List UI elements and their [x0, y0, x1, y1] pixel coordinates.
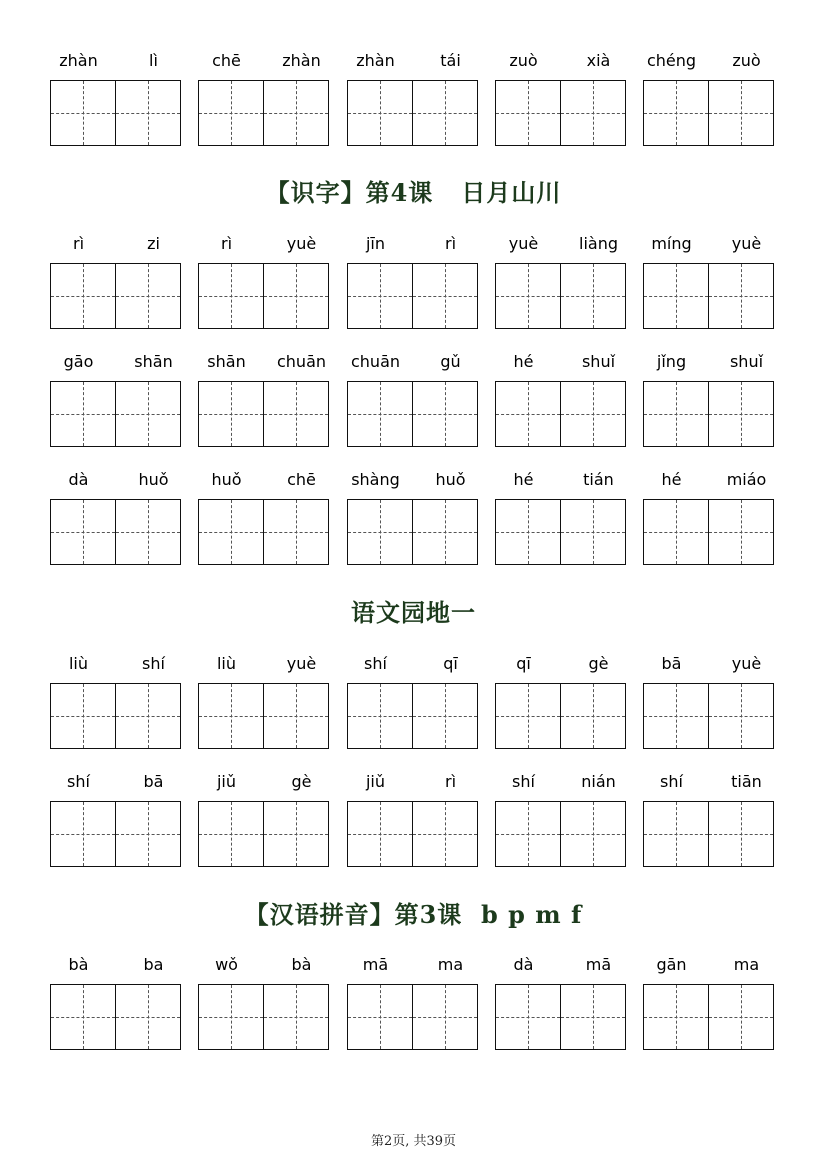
- pinyin-text: shí: [512, 772, 535, 791]
- writing-grid[interactable]: [643, 801, 774, 867]
- writing-grid[interactable]: [347, 381, 478, 447]
- pinyin-text: ma: [733, 955, 760, 974]
- pinyin-text: mā: [585, 955, 612, 974]
- word-box: [643, 233, 777, 333]
- pinyin-text: yuè: [508, 234, 539, 253]
- pinyin-text: zhàn: [356, 51, 395, 70]
- pinyin-text: hé: [661, 470, 682, 489]
- writing-grid[interactable]: [643, 263, 774, 329]
- word-box: [347, 351, 481, 451]
- pinyin-row-6: [0, 771, 827, 881]
- writing-grid[interactable]: [347, 984, 478, 1050]
- word-box: [495, 771, 629, 871]
- pinyin-text: ba: [143, 955, 164, 974]
- writing-grid[interactable]: [495, 381, 626, 447]
- section-title-garden1: 语文园地一: [351, 598, 476, 627]
- writing-grid[interactable]: [347, 801, 478, 867]
- word-box: [495, 469, 629, 569]
- pinyin-row-5: [0, 653, 827, 763]
- writing-grid[interactable]: [347, 683, 478, 749]
- pinyin-text: wǒ: [215, 955, 238, 974]
- pinyin-text: yuè: [286, 234, 317, 253]
- word-box: [50, 954, 184, 1054]
- pinyin-text: nián: [581, 772, 616, 791]
- word-box: [198, 954, 332, 1054]
- writing-grid[interactable]: [643, 984, 774, 1050]
- pinyin-text: qī: [516, 654, 531, 673]
- pinyin-text: tián: [583, 470, 614, 489]
- word-box: [347, 771, 481, 871]
- word-box: [198, 653, 332, 753]
- word-box: [643, 469, 777, 569]
- writing-grid[interactable]: [198, 801, 329, 867]
- writing-grid[interactable]: [495, 263, 626, 329]
- pinyin-text: huǒ: [211, 470, 242, 489]
- pinyin-text: liù: [216, 654, 237, 673]
- pinyin-text: shān: [207, 352, 246, 371]
- writing-grid[interactable]: [50, 263, 181, 329]
- pinyin-text: tiān: [731, 772, 762, 791]
- pinyin-text: liàng: [579, 234, 618, 253]
- writing-grid[interactable]: [643, 683, 774, 749]
- writing-grid[interactable]: [643, 381, 774, 447]
- writing-grid[interactable]: [198, 263, 329, 329]
- pinyin-text: shān: [134, 352, 173, 371]
- pinyin-text: yuè: [731, 654, 762, 673]
- pinyin-text: qī: [443, 654, 458, 673]
- word-box: [495, 653, 629, 753]
- pinyin-text: xià: [586, 51, 611, 70]
- writing-grid[interactable]: [495, 801, 626, 867]
- pinyin-text: dà: [68, 470, 89, 489]
- word-box: [643, 771, 777, 871]
- word-box: [643, 653, 777, 753]
- writing-grid[interactable]: [347, 263, 478, 329]
- pinyin-text: zuò: [509, 51, 538, 70]
- writing-grid[interactable]: [495, 80, 626, 146]
- word-box: [643, 351, 777, 451]
- pinyin-text: shí: [364, 654, 387, 673]
- word-box: [347, 50, 481, 150]
- pinyin-text: bà: [68, 955, 89, 974]
- pinyin-text: yuè: [286, 654, 317, 673]
- writing-grid[interactable]: [495, 499, 626, 565]
- pinyin-text: chuān: [276, 352, 327, 371]
- word-box: [495, 954, 629, 1054]
- word-box: [50, 771, 184, 871]
- pinyin-text: tái: [440, 51, 461, 70]
- pinyin-text: hé: [513, 470, 534, 489]
- word-box: [347, 653, 481, 753]
- pinyin-text: gǔ: [440, 352, 461, 371]
- pinyin-text: huǒ: [138, 470, 169, 489]
- page-footer: 第2页, 共39页: [370, 1134, 457, 1149]
- word-box: [198, 233, 332, 333]
- pinyin-row-3: [0, 351, 827, 461]
- word-box: [643, 954, 777, 1054]
- writing-grid[interactable]: [198, 683, 329, 749]
- word-box: [347, 954, 481, 1054]
- pinyin-text: jǐng: [656, 352, 687, 371]
- pinyin-text: bà: [291, 955, 312, 974]
- pinyin-text: ma: [437, 955, 464, 974]
- pinyin-text: jiǔ: [365, 772, 386, 791]
- word-box: [347, 469, 481, 569]
- writing-grid[interactable]: [50, 683, 181, 749]
- word-box: [198, 50, 332, 150]
- word-box: [495, 351, 629, 451]
- pinyin-text: zhàn: [59, 51, 98, 70]
- word-box: [198, 771, 332, 871]
- pinyin-text: rì: [444, 234, 457, 253]
- pinyin-text: bā: [143, 772, 164, 791]
- pinyin-row-1: [0, 50, 827, 160]
- word-box: [198, 469, 332, 569]
- pinyin-text: huǒ: [435, 470, 466, 489]
- pinyin-text: rì: [220, 234, 233, 253]
- word-box: [50, 351, 184, 451]
- pinyin-text: gè: [291, 772, 312, 791]
- pinyin-text: bā: [661, 654, 682, 673]
- writing-grid[interactable]: [50, 499, 181, 565]
- word-box: [50, 50, 184, 150]
- pinyin-text: chē: [287, 470, 316, 489]
- word-box: [50, 233, 184, 333]
- writing-grid[interactable]: [643, 80, 774, 146]
- pinyin-text: gāo: [63, 352, 94, 371]
- pinyin-text: jiǔ: [216, 772, 237, 791]
- pinyin-text: chuān: [350, 352, 401, 371]
- pinyin-text: zi: [147, 234, 160, 253]
- word-box: [198, 351, 332, 451]
- word-box: [50, 653, 184, 753]
- writing-grid[interactable]: [198, 499, 329, 565]
- pinyin-text: lì: [149, 51, 158, 70]
- writing-grid[interactable]: [50, 801, 181, 867]
- pinyin-text: rì: [72, 234, 85, 253]
- pinyin-text: shuǐ: [729, 352, 764, 371]
- word-box: [495, 50, 629, 150]
- pinyin-text: zhàn: [282, 51, 321, 70]
- pinyin-text: míng: [651, 234, 692, 253]
- pinyin-text: zuò: [732, 51, 761, 70]
- pinyin-text: yuè: [731, 234, 762, 253]
- pinyin-text: dà: [513, 955, 534, 974]
- writing-grid[interactable]: [198, 381, 329, 447]
- pinyin-text: chéng: [646, 51, 697, 70]
- pinyin-text: shí: [142, 654, 165, 673]
- pinyin-row-7: [0, 954, 827, 1064]
- writing-grid[interactable]: [50, 381, 181, 447]
- section-title-pinyin3: 【汉语拼音】第3课 b p m f: [244, 900, 583, 929]
- writing-grid[interactable]: [347, 499, 478, 565]
- pinyin-text: liù: [68, 654, 89, 673]
- section-title-lesson4: 【识字】第4课 日月山川: [265, 178, 562, 207]
- word-box: [347, 233, 481, 333]
- writing-grid[interactable]: [50, 984, 181, 1050]
- writing-grid[interactable]: [198, 984, 329, 1050]
- pinyin-row-4: [0, 469, 827, 579]
- writing-grid[interactable]: [495, 683, 626, 749]
- pinyin-text: mā: [362, 955, 389, 974]
- word-box: [643, 50, 777, 150]
- writing-grid[interactable]: [643, 499, 774, 565]
- pinyin-text: hé: [513, 352, 534, 371]
- writing-grid[interactable]: [50, 80, 181, 146]
- pinyin-text: shàng: [351, 470, 400, 489]
- pinyin-text: shí: [67, 772, 90, 791]
- pinyin-text: gān: [656, 955, 687, 974]
- writing-grid[interactable]: [495, 984, 626, 1050]
- pinyin-text: chē: [212, 51, 241, 70]
- pinyin-text: miáo: [726, 470, 767, 489]
- writing-grid[interactable]: [347, 80, 478, 146]
- word-box: [495, 233, 629, 333]
- writing-grid[interactable]: [198, 80, 329, 146]
- pinyin-text: jīn: [365, 234, 386, 253]
- pinyin-row-2: [0, 233, 827, 343]
- pinyin-text: shuǐ: [581, 352, 616, 371]
- pinyin-text: shí: [660, 772, 683, 791]
- word-box: [50, 469, 184, 569]
- pinyin-text: gè: [588, 654, 609, 673]
- pinyin-text: rì: [444, 772, 457, 791]
